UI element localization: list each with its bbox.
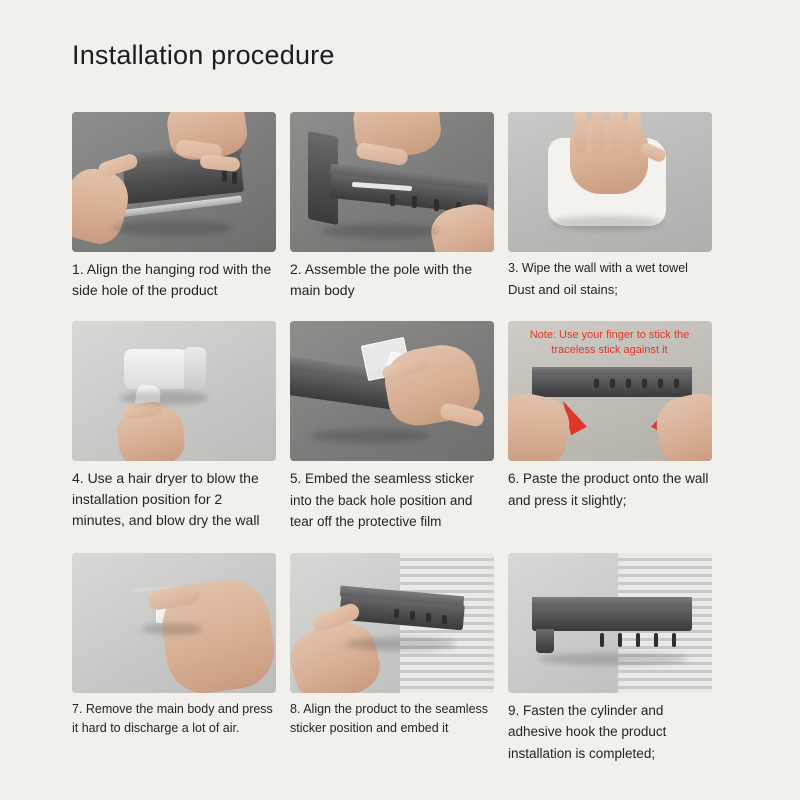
step-1-caption: 1. Align the hanging rod with the side hole of the product [72, 261, 272, 298]
step-2-image [290, 112, 494, 252]
step-6-caption: 6. Paste the product onto the wall and press it slightly; [508, 471, 709, 508]
step-item-7 [72, 553, 290, 765]
step-5-image [290, 321, 494, 461]
step-item-3 [508, 112, 726, 301]
step-7-caption: 7. Remove the main body and press it hard to discharge a lot of air. [72, 701, 273, 736]
step-item-6 [508, 321, 726, 533]
step-8-caption: 8. Align the product to the seamless sticker position and embed it [290, 701, 489, 736]
step-item-1 [72, 112, 290, 301]
step-2-caption: 2. Assemble the pole with the main body [290, 261, 473, 298]
step-7-image [72, 553, 276, 693]
step-3-caption: 3. Wipe the wall with a wet towel [508, 261, 688, 275]
step-5-caption: 5. Embed the seamless sticker into the back hole position and tear off the protective film [290, 471, 474, 530]
steps-row-2 [72, 321, 728, 533]
step-6-overlay-note: Note: Use your finger to stick the traceless stick against it [529, 329, 690, 356]
step-6-image [508, 321, 712, 461]
step-item-5 [290, 321, 508, 533]
step-9-caption: 9. Fasten the cylinder and adhesive hook the product installation is completed; [508, 702, 667, 761]
step-4-caption: 4. Use a hair dryer to blow the installation position for 2 minutes, and blow dry the wall [72, 470, 260, 528]
step-item-8 [290, 553, 508, 765]
steps-grid [72, 112, 728, 765]
step-8-image [290, 553, 494, 693]
step-4-image [72, 321, 276, 461]
step-item-2 [290, 112, 508, 301]
step-item-4 [72, 321, 290, 533]
step-3-image [508, 112, 712, 252]
step-1-image [72, 112, 276, 252]
steps-row-1 [72, 112, 728, 301]
page-title: Installation procedure [72, 40, 335, 71]
steps-row-3 [72, 553, 728, 765]
dust-and-oil-note: Dust and oil stains; [508, 282, 618, 298]
step-item-9 [508, 553, 726, 765]
step-9-image [508, 553, 712, 693]
